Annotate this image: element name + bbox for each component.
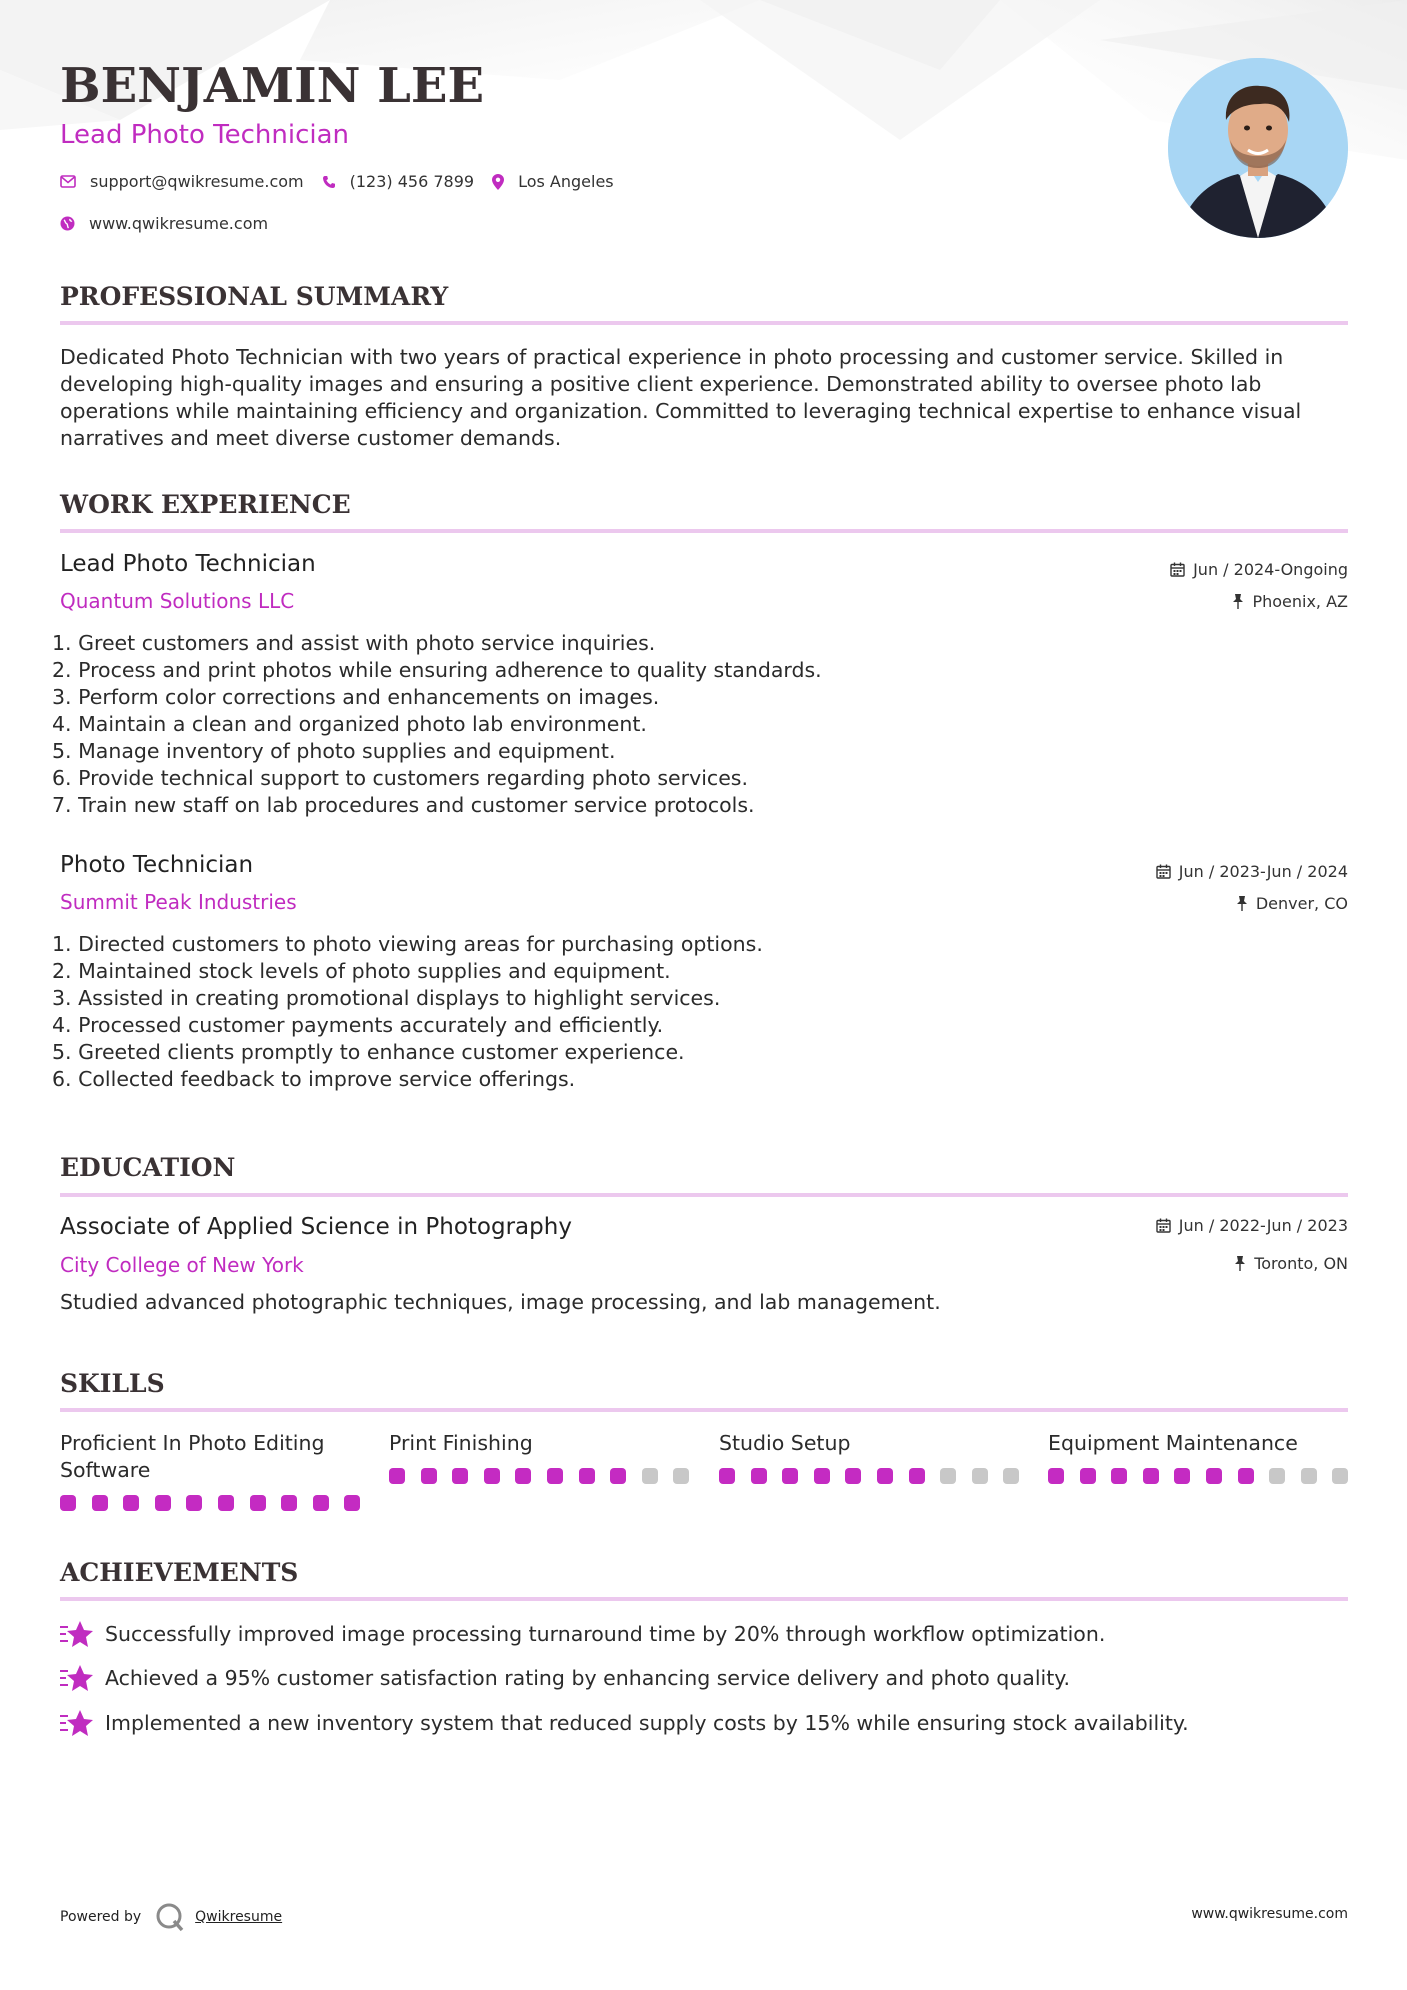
skill-dot-filled — [389, 1468, 405, 1484]
achievement-text: Achieved a 95% customer satisfaction rating by enhancing service delivery and photo quality. — [105, 1666, 1070, 1690]
footer-website[interactable]: www.qwikresume.com — [1191, 1906, 1348, 1922]
skill-dot-empty — [1301, 1468, 1317, 1484]
skill-dot-filled — [1111, 1468, 1127, 1484]
skill-dot-filled — [909, 1468, 925, 1484]
list-item: 4. Processed customer payments accurately and efficiently. — [52, 1013, 664, 1037]
achievements-divider — [60, 1597, 1348, 1601]
job-dates-text: Jun / 2024-Ongoing — [1193, 560, 1348, 579]
summary-heading: PROFESSIONAL SUMMARY — [60, 282, 449, 311]
job-location-text: Phoenix, AZ — [1252, 592, 1348, 611]
skill-dot-filled — [484, 1468, 500, 1484]
summary-divider — [60, 321, 1348, 325]
work-divider — [60, 529, 1348, 533]
job-company: Quantum Solutions LLC — [60, 589, 295, 613]
skill-dot-filled — [421, 1468, 437, 1484]
skill-dot-filled — [123, 1495, 139, 1511]
location-text: Los Angeles — [518, 172, 614, 191]
job-title: Photo Technician — [60, 852, 254, 878]
qwikresume-link[interactable]: Qwikresume — [195, 1909, 283, 1925]
job-location — [1236, 894, 1348, 913]
calendar-icon — [1170, 562, 1185, 577]
list-item: 5. Manage inventory of photo supplies and equipment. — [52, 739, 616, 763]
skill-dot-filled — [877, 1468, 893, 1484]
email-text: support@qwikresume.com — [90, 172, 304, 191]
powered-by-label: Powered by — [60, 1909, 142, 1925]
job-dates-text: Jun / 2023-Jun / 2024 — [1178, 862, 1348, 881]
skill-dot-empty — [1332, 1468, 1348, 1484]
skill-dot-filled — [1238, 1468, 1254, 1484]
achievement-text: Implemented a new inventory system that reduced supply costs by 15% while ensuring stock availability. — [105, 1711, 1189, 1735]
footer-powered-by — [60, 1902, 282, 1932]
list-item: 7. Train new staff on lab procedures and customer service protocols. — [52, 793, 755, 817]
skill-dot-filled — [814, 1468, 830, 1484]
location-contact — [492, 172, 614, 191]
skill-dot-filled — [452, 1468, 468, 1484]
achievement-item — [60, 1709, 1189, 1737]
job-duties-list — [52, 630, 822, 819]
profile-photo — [1168, 58, 1348, 238]
skill-name: Studio Setup — [719, 1431, 851, 1455]
education-heading: EDUCATION — [60, 1153, 236, 1182]
skill-dot-filled — [751, 1468, 767, 1484]
skill-dot-empty — [1003, 1468, 1019, 1484]
education-description: Studied advanced photographic techniques, image processing, and lab management. — [60, 1290, 941, 1314]
map-pin-icon — [492, 174, 504, 190]
website-text: www.qwikresume.com — [89, 214, 269, 233]
star-badge-icon — [60, 1620, 93, 1648]
list-item: 5. Greeted clients promptly to enhance customer experience. — [52, 1040, 685, 1064]
globe-icon — [60, 216, 75, 231]
calendar-icon — [1156, 864, 1171, 879]
education-divider — [60, 1193, 1348, 1197]
skill-dot-filled — [186, 1495, 202, 1511]
list-item: 6. Provide technical support to customers regarding photo services. — [52, 766, 748, 790]
skill-dot-filled — [1174, 1468, 1190, 1484]
job-location-text: Denver, CO — [1255, 894, 1348, 913]
achievement-text: Successfully improved image processing turnaround time by 20% through workflow optimization. — [105, 1622, 1106, 1646]
star-badge-icon — [60, 1709, 93, 1737]
achievements-heading: ACHIEVEMENTS — [60, 1558, 299, 1587]
skill-dot-filled — [845, 1468, 861, 1484]
person-portrait-icon — [1168, 58, 1348, 238]
education-dates — [1156, 1216, 1348, 1235]
list-item: 1. Greet customers and assist with photo service inquiries. — [52, 631, 656, 655]
list-item: 4. Maintain a clean and organized photo lab environment. — [52, 712, 647, 736]
skill-dot-filled — [719, 1468, 735, 1484]
work-heading: WORK EXPERIENCE — [60, 490, 351, 519]
skill-dot-empty — [673, 1468, 689, 1484]
phone-text: (123) 456 7899 — [349, 172, 475, 191]
achievement-item — [60, 1664, 1070, 1692]
skill-rating — [389, 1468, 705, 1484]
qwikresume-logo-icon — [155, 1902, 185, 1932]
list-item: 3. Assisted in creating promotional displays to highlight services. — [52, 986, 721, 1010]
contact-row-website — [60, 214, 286, 233]
job-dates — [1156, 862, 1348, 881]
skill-rating — [60, 1495, 376, 1511]
job-dates — [1170, 560, 1348, 579]
achievement-item — [60, 1620, 1105, 1648]
skill-dot-filled — [1143, 1468, 1159, 1484]
summary-text: Dedicated Photo Technician with two years of practical experience in photo processing and customer service. Skilled in developing high-quality images and ensuring a positive client experience. Demonstrated ability to oversee photo lab operations while maintaining efficiency and organization. Committed to leveraging technical expertise to enhance visual narratives and meet diverse customer demands. — [60, 345, 1302, 450]
skill-dot-empty — [642, 1468, 658, 1484]
candidate-role: Lead Photo Technician — [60, 120, 350, 150]
skill-dot-filled — [1080, 1468, 1096, 1484]
envelope-icon — [60, 175, 76, 188]
skill-dot-filled — [250, 1495, 266, 1511]
skill-dot-filled — [1048, 1468, 1064, 1484]
list-item: 3. Perform color corrections and enhancements on images. — [52, 685, 660, 709]
skill-dot-filled — [92, 1495, 108, 1511]
skill-name: Equipment Maintenance — [1048, 1431, 1298, 1455]
star-badge-icon — [60, 1664, 93, 1692]
website-contact[interactable] — [60, 214, 268, 233]
skill-dot-filled — [60, 1495, 76, 1511]
skill-dot-filled — [579, 1468, 595, 1484]
job-location — [1232, 592, 1348, 611]
skill-dot-filled — [547, 1468, 563, 1484]
skill-dot-filled — [313, 1495, 329, 1511]
skill-dot-filled — [782, 1468, 798, 1484]
education-location-text: Toronto, ON — [1254, 1254, 1348, 1273]
job-duties-list — [52, 931, 763, 1093]
contact-row — [60, 172, 632, 191]
skill-rating — [719, 1468, 1035, 1484]
school-name: City College of New York — [60, 1253, 304, 1277]
pushpin-icon — [1232, 594, 1244, 609]
list-item: 6. Collected feedback to improve service offerings. — [52, 1067, 576, 1091]
skill-rating — [1048, 1468, 1364, 1484]
skill-dot-filled — [1206, 1468, 1222, 1484]
list-item: 2. Process and print photos while ensuring adherence to quality standards. — [52, 658, 822, 682]
skill-dot-filled — [610, 1468, 626, 1484]
skill-dot-filled — [515, 1468, 531, 1484]
education-dates-text: Jun / 2022-Jun / 2023 — [1178, 1216, 1348, 1235]
email-contact[interactable] — [60, 172, 304, 191]
skill-dot-filled — [344, 1495, 360, 1511]
pushpin-icon — [1236, 896, 1248, 911]
skills-divider — [60, 1408, 1348, 1412]
list-item: 1. Directed customers to photo viewing areas for purchasing options. — [52, 932, 763, 956]
calendar-icon — [1156, 1218, 1171, 1233]
phone-icon — [322, 175, 336, 189]
job-company: Summit Peak Industries — [60, 890, 297, 914]
job-title: Lead Photo Technician — [60, 551, 316, 577]
pushpin-icon — [1234, 1256, 1246, 1271]
skill-dot-filled — [155, 1495, 171, 1511]
phone-contact[interactable] — [322, 172, 474, 191]
skill-dot-empty — [940, 1468, 956, 1484]
skill-dot-filled — [281, 1495, 297, 1511]
candidate-name: BENJAMIN LEE — [60, 58, 485, 114]
list-item: 2. Maintained stock levels of photo supplies and equipment. — [52, 959, 671, 983]
skill-name: Print Finishing — [389, 1431, 533, 1455]
skill-dot-empty — [972, 1468, 988, 1484]
degree-title: Associate of Applied Science in Photography — [60, 1214, 572, 1240]
skills-heading: SKILLS — [60, 1369, 165, 1398]
skill-name: Proficient In Photo Editing Software — [60, 1431, 325, 1482]
education-location — [1234, 1254, 1348, 1273]
skill-dot-filled — [218, 1495, 234, 1511]
skill-dot-empty — [1269, 1468, 1285, 1484]
